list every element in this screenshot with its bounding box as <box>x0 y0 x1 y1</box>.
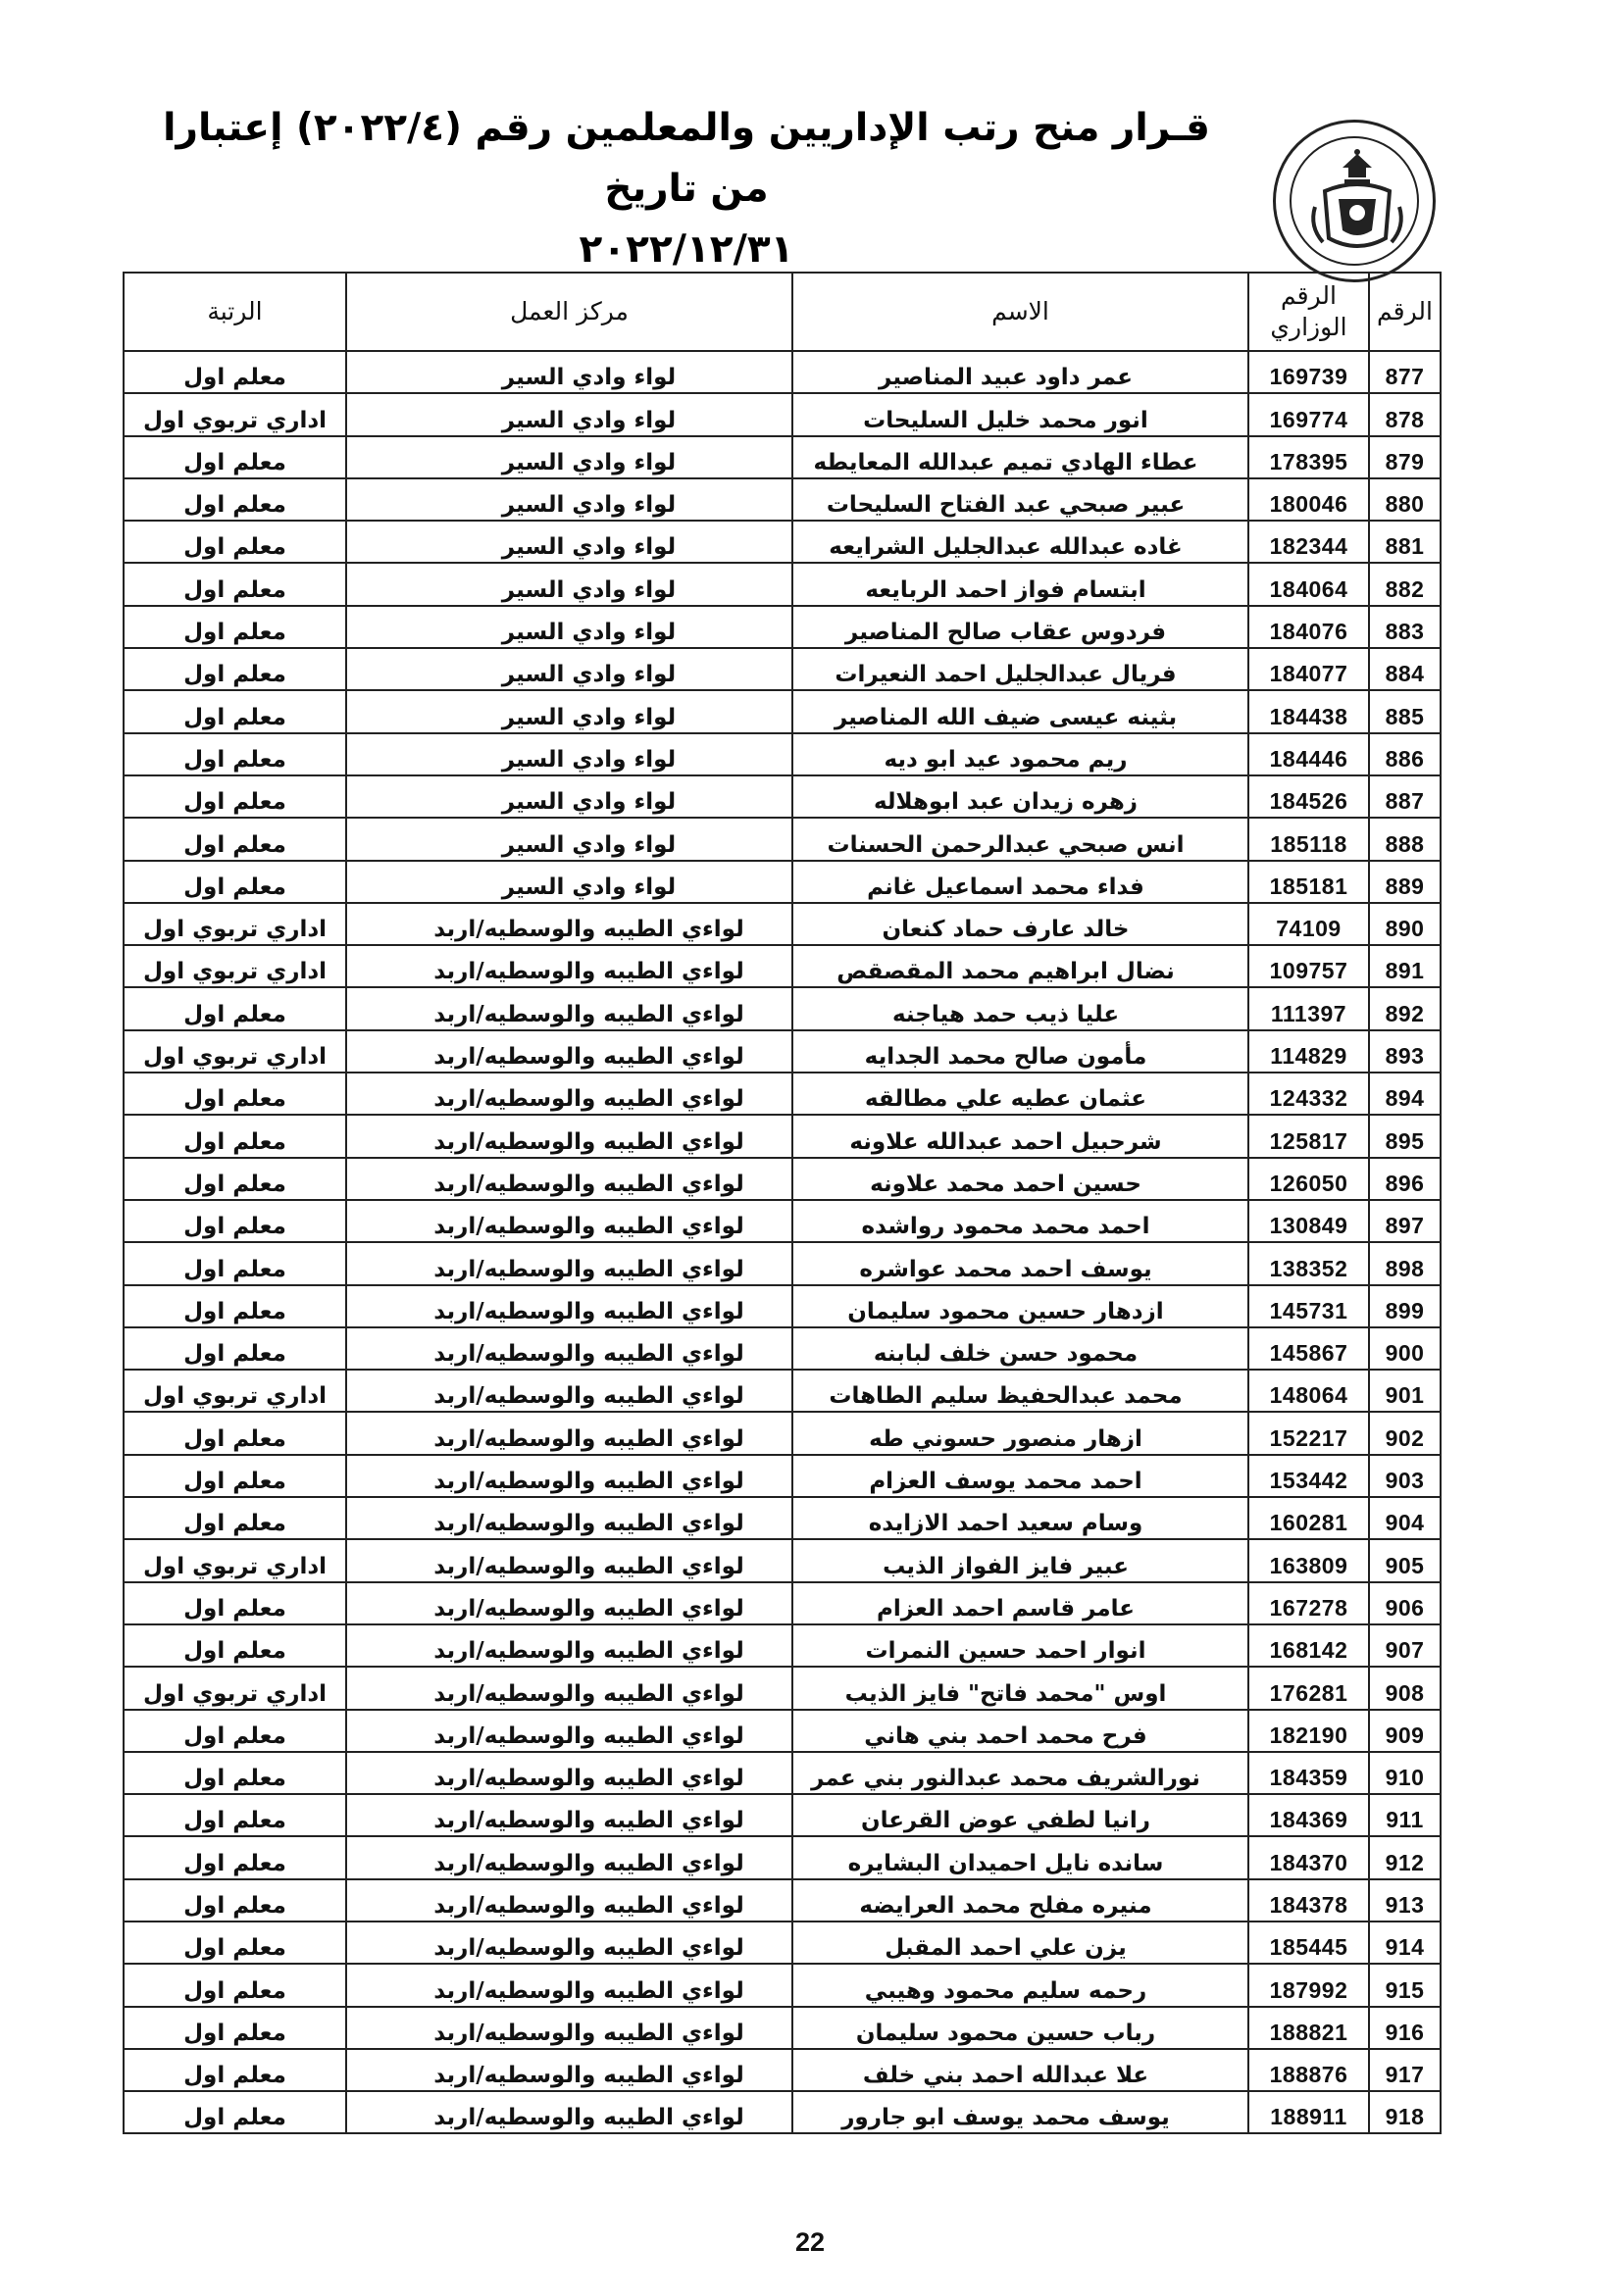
cell-rank: معلم اول <box>124 861 346 903</box>
cell-rank: اداري تربوي اول <box>124 1030 346 1073</box>
cell-work-center: لواءي الطيبه والوسطيه/اربد <box>346 2049 792 2091</box>
cell-seq: 888 <box>1369 818 1441 860</box>
table-row <box>124 1200 1441 1242</box>
cell-name: سانده نايل احميدان البشايره <box>792 1836 1248 1878</box>
cell-ministry-id: 184370 <box>1248 1836 1369 1878</box>
cell-ministry-id: 188911 <box>1248 2091 1369 2133</box>
title-line-2: ٢٠٢٢/١٢/٣١ <box>579 227 794 272</box>
cell-work-center: لواءي الطيبه والوسطيه/اربد <box>346 1370 792 1412</box>
cell-work-center: لواءي الطيبه والوسطيه/اربد <box>346 1158 792 1200</box>
page-number: 22 <box>794 2227 826 2257</box>
cell-name: ازدهار حسين محمود سليمان <box>792 1285 1248 1327</box>
cell-seq: 913 <box>1369 1879 1441 1922</box>
cell-work-center: لواء وادي السير <box>346 775 792 818</box>
table-row <box>124 1327 1441 1370</box>
table-row <box>124 1582 1441 1624</box>
cell-rank: معلم اول <box>124 1073 346 1115</box>
cell-rank: معلم اول <box>124 563 346 605</box>
table-row <box>124 818 1441 860</box>
cell-rank: معلم اول <box>124 1242 346 1284</box>
cell-ministry-id: 167278 <box>1248 1582 1369 1624</box>
cell-ministry-id: 185118 <box>1248 818 1369 860</box>
cell-name: عطاء الهادي تميم عبدالله المعايطه <box>792 436 1248 478</box>
table-row <box>124 1412 1441 1454</box>
cell-name: فرح محمد احمد بني هاني <box>792 1710 1248 1752</box>
cell-name: يزن علي احمد المقبل <box>792 1922 1248 1964</box>
cell-name: محمد عبدالحفيظ سليم الطاهات <box>792 1370 1248 1412</box>
cell-seq: 907 <box>1369 1624 1441 1667</box>
cell-work-center: لواءي الطيبه والوسطيه/اربد <box>346 1624 792 1667</box>
cell-work-center: لواء وادي السير <box>346 393 792 435</box>
cell-seq: 905 <box>1369 1539 1441 1581</box>
cell-seq: 912 <box>1369 1836 1441 1878</box>
cell-work-center: لواء وادي السير <box>346 690 792 732</box>
table-row <box>124 2007 1441 2049</box>
cell-work-center: لواء وادي السير <box>346 478 792 521</box>
cell-work-center: لواء وادي السير <box>346 606 792 648</box>
cell-work-center: لواءي الطيبه والوسطيه/اربد <box>346 1964 792 2006</box>
cell-work-center: لواءي الطيبه والوسطيه/اربد <box>346 2091 792 2133</box>
cell-work-center: لواءي الطيبه والوسطيه/اربد <box>346 945 792 987</box>
cell-seq: 880 <box>1369 478 1441 521</box>
cell-rank: معلم اول <box>124 1497 346 1539</box>
cell-rank: معلم اول <box>124 1794 346 1836</box>
cell-seq: 889 <box>1369 861 1441 903</box>
cell-ministry-id: 184077 <box>1248 648 1369 690</box>
table-row <box>124 1455 1441 1497</box>
table-row <box>124 1710 1441 1752</box>
cell-seq: 895 <box>1369 1115 1441 1157</box>
cell-name: حسين احمد محمد علاونه <box>792 1158 1248 1200</box>
cell-rank: اداري تربوي اول <box>124 393 346 435</box>
cell-work-center: لواء وادي السير <box>346 436 792 478</box>
cell-work-center: لواءي الطيبه والوسطيه/اربد <box>346 1200 792 1242</box>
cell-ministry-id: 187992 <box>1248 1964 1369 2006</box>
cell-name: انور محمد خليل السليحات <box>792 393 1248 435</box>
cell-seq: 906 <box>1369 1582 1441 1624</box>
table-row <box>124 987 1441 1029</box>
cell-name: زهره زيدان عبد ابوهلاله <box>792 775 1248 818</box>
cell-seq: 897 <box>1369 1200 1441 1242</box>
title-line-1: قـرار منح رتب الإداريين والمعلمين رقم (٢٠٢٢/٤) إعتبارا من تاريخ <box>163 106 1210 211</box>
cell-ministry-id: 185181 <box>1248 861 1369 903</box>
cell-name: عثمان عطيه علي مطالقه <box>792 1073 1248 1115</box>
cell-seq: 898 <box>1369 1242 1441 1284</box>
cell-rank: معلم اول <box>124 2007 346 2049</box>
cell-seq: 909 <box>1369 1710 1441 1752</box>
cell-rank: معلم اول <box>124 648 346 690</box>
cell-name: انس صبحي عبدالرحمن الحسنات <box>792 818 1248 860</box>
cell-seq: 886 <box>1369 733 1441 775</box>
cell-rank: معلم اول <box>124 1455 346 1497</box>
cell-work-center: لواءي الطيبه والوسطيه/اربد <box>346 1497 792 1539</box>
cell-work-center: لواءي الطيبه والوسطيه/اربد <box>346 2007 792 2049</box>
cell-ministry-id: 160281 <box>1248 1497 1369 1539</box>
cell-rank: اداري تربوي اول <box>124 1370 346 1412</box>
cell-ministry-id: 188876 <box>1248 2049 1369 2091</box>
cell-rank: معلم اول <box>124 478 346 521</box>
cell-rank: معلم اول <box>124 775 346 818</box>
cell-ministry-id: 153442 <box>1248 1455 1369 1497</box>
table-row <box>124 733 1441 775</box>
cell-name: اوس "محمد فاتح" فايز الذيب <box>792 1667 1248 1709</box>
cell-ministry-id: 184076 <box>1248 606 1369 648</box>
cell-seq: 885 <box>1369 690 1441 732</box>
cell-name: يوسف محمد يوسف ابو جارور <box>792 2091 1248 2133</box>
cell-rank: معلم اول <box>124 1752 346 1794</box>
table-row <box>124 1879 1441 1922</box>
cell-ministry-id: 163809 <box>1248 1539 1369 1581</box>
cell-work-center: لواءي الطيبه والوسطيه/اربد <box>346 1030 792 1073</box>
cell-name: ابتسام فواز احمد الربايعه <box>792 563 1248 605</box>
cell-seq: 901 <box>1369 1370 1441 1412</box>
cell-ministry-id: 184446 <box>1248 733 1369 775</box>
cell-ministry-id: 125817 <box>1248 1115 1369 1157</box>
cell-rank: معلم اول <box>124 818 346 860</box>
cell-name: احمد محمد محمود رواشده <box>792 1200 1248 1242</box>
crown-emblem-icon <box>1305 148 1409 260</box>
cell-ministry-id: 182344 <box>1248 521 1369 563</box>
cell-rank: معلم اول <box>124 1836 346 1878</box>
table-row <box>124 393 1441 435</box>
cell-work-center: لواءي الطيبه والوسطيه/اربد <box>346 1582 792 1624</box>
cell-rank: معلم اول <box>124 1158 346 1200</box>
header-seq: الرقم <box>1369 273 1441 351</box>
cell-seq: 896 <box>1369 1158 1441 1200</box>
cell-work-center: لواء وادي السير <box>346 818 792 860</box>
cell-work-center: لواءي الطيبه والوسطيه/اربد <box>346 1115 792 1157</box>
cell-name: يوسف احمد محمد عواشره <box>792 1242 1248 1284</box>
cell-ministry-id: 176281 <box>1248 1667 1369 1709</box>
cell-rank: معلم اول <box>124 1200 346 1242</box>
cell-seq: 902 <box>1369 1412 1441 1454</box>
cell-name: خالد عارف حماد كنعان <box>792 903 1248 945</box>
cell-rank: معلم اول <box>124 1879 346 1922</box>
cell-seq: 877 <box>1369 351 1441 393</box>
cell-work-center: لواءي الطيبه والوسطيه/اربد <box>346 1539 792 1581</box>
cell-name: نورالشريف محمد عبدالنور بني عمر <box>792 1752 1248 1794</box>
cell-name: فداء محمد اسماعيل غانم <box>792 861 1248 903</box>
cell-seq: 918 <box>1369 2091 1441 2133</box>
cell-work-center: لواءي الطيبه والوسطيه/اربد <box>346 1879 792 1922</box>
cell-rank: معلم اول <box>124 1327 346 1370</box>
cell-rank: معلم اول <box>124 1582 346 1624</box>
cell-name: احمد محمد يوسف العزام <box>792 1455 1248 1497</box>
cell-seq: 891 <box>1369 945 1441 987</box>
cell-seq: 910 <box>1369 1752 1441 1794</box>
cell-rank: معلم اول <box>124 1922 346 1964</box>
cell-work-center: لواءي الطيبه والوسطيه/اربد <box>346 1242 792 1284</box>
table-row <box>124 775 1441 818</box>
cell-seq: 893 <box>1369 1030 1441 1073</box>
cell-ministry-id: 188821 <box>1248 2007 1369 2049</box>
cell-seq: 892 <box>1369 987 1441 1029</box>
table-row <box>124 1497 1441 1539</box>
cell-name: عامر قاسم احمد العزام <box>792 1582 1248 1624</box>
table-row <box>124 1667 1441 1709</box>
table-row <box>124 563 1441 605</box>
cell-seq: 916 <box>1369 2007 1441 2049</box>
cell-name: علا عبدالله احمد بني خلف <box>792 2049 1248 2091</box>
cell-rank: معلم اول <box>124 2091 346 2133</box>
cell-work-center: لواء وادي السير <box>346 521 792 563</box>
cell-seq: 908 <box>1369 1667 1441 1709</box>
cell-work-center: لواءي الطيبه والوسطيه/اربد <box>346 987 792 1029</box>
cell-name: غاده عبدالله عبدالجليل الشرايعه <box>792 521 1248 563</box>
cell-name: مأمون صالح محمد الجدايه <box>792 1030 1248 1073</box>
cell-work-center: لواءي الطيبه والوسطيه/اربد <box>346 1794 792 1836</box>
cell-rank: معلم اول <box>124 1964 346 2006</box>
table-row <box>124 1073 1441 1115</box>
cell-seq: 903 <box>1369 1455 1441 1497</box>
table-row <box>124 521 1441 563</box>
header-name: الاسم <box>792 273 1248 351</box>
table-row <box>124 2091 1441 2133</box>
cell-ministry-id: 111397 <box>1248 987 1369 1029</box>
cell-rank: معلم اول <box>124 733 346 775</box>
table-row <box>124 945 1441 987</box>
cell-ministry-id: 169739 <box>1248 351 1369 393</box>
cell-ministry-id: 130849 <box>1248 1200 1369 1242</box>
cell-seq: 879 <box>1369 436 1441 478</box>
cell-ministry-id: 145867 <box>1248 1327 1369 1370</box>
table-row <box>124 1836 1441 1878</box>
cell-name: عبير فايز الفواز الذيب <box>792 1539 1248 1581</box>
cell-name: ريم محمود عيد ابو ديه <box>792 733 1248 775</box>
cell-work-center: لواءي الطيبه والوسطيه/اربد <box>346 1752 792 1794</box>
cell-seq: 915 <box>1369 1964 1441 2006</box>
cell-seq: 899 <box>1369 1285 1441 1327</box>
table-row <box>124 1242 1441 1284</box>
table-row <box>124 1964 1441 2006</box>
cell-name: نضال ابراهيم محمد المقصقص <box>792 945 1248 987</box>
ministry-seal-icon <box>1273 120 1436 282</box>
header-ministry-id: الرقم الوزاري <box>1248 273 1369 351</box>
cell-ministry-id: 184526 <box>1248 775 1369 818</box>
table-row <box>124 1794 1441 1836</box>
cell-name: ازهار منصور حسوني طه <box>792 1412 1248 1454</box>
cell-rank: معلم اول <box>124 606 346 648</box>
cell-work-center: لواء وادي السير <box>346 733 792 775</box>
header-rank: الرتبة <box>124 273 346 351</box>
cell-ministry-id: 184438 <box>1248 690 1369 732</box>
cell-rank: معلم اول <box>124 1115 346 1157</box>
cell-work-center: لواء وادي السير <box>346 861 792 903</box>
table-row <box>124 1752 1441 1794</box>
cell-ministry-id: 184378 <box>1248 1879 1369 1922</box>
cell-work-center: لواءي الطيبه والوسطيه/اربد <box>346 903 792 945</box>
cell-work-center: لواء وادي السير <box>346 351 792 393</box>
cell-name: منيره مفلح محمد العرايضه <box>792 1879 1248 1922</box>
table-row <box>124 351 1441 393</box>
cell-rank: اداري تربوي اول <box>124 945 346 987</box>
cell-rank: معلم اول <box>124 521 346 563</box>
cell-ministry-id: 180046 <box>1248 478 1369 521</box>
table-row <box>124 903 1441 945</box>
table-body <box>124 351 1441 2133</box>
cell-rank: اداري تربوي اول <box>124 903 346 945</box>
cell-rank: معلم اول <box>124 1710 346 1752</box>
cell-rank: معلم اول <box>124 2049 346 2091</box>
cell-ministry-id: 148064 <box>1248 1370 1369 1412</box>
cell-ministry-id: 184369 <box>1248 1794 1369 1836</box>
cell-work-center: لواء وادي السير <box>346 648 792 690</box>
cell-ministry-id: 126050 <box>1248 1158 1369 1200</box>
table-row <box>124 1624 1441 1667</box>
cell-seq: 884 <box>1369 648 1441 690</box>
cell-seq: 882 <box>1369 563 1441 605</box>
table-row <box>124 1115 1441 1157</box>
table-row <box>124 606 1441 648</box>
cell-seq: 917 <box>1369 2049 1441 2091</box>
cell-seq: 911 <box>1369 1794 1441 1836</box>
table-row <box>124 648 1441 690</box>
cell-ministry-id: 74109 <box>1248 903 1369 945</box>
table-row <box>124 1158 1441 1200</box>
cell-rank: معلم اول <box>124 987 346 1029</box>
cell-seq: 881 <box>1369 521 1441 563</box>
cell-ministry-id: 124332 <box>1248 1073 1369 1115</box>
cell-seq: 890 <box>1369 903 1441 945</box>
cell-rank: معلم اول <box>124 1285 346 1327</box>
table-row <box>124 2049 1441 2091</box>
cell-seq: 904 <box>1369 1497 1441 1539</box>
cell-ministry-id: 182190 <box>1248 1710 1369 1752</box>
cell-rank: معلم اول <box>124 690 346 732</box>
cell-name: رحمه سليم محمود وهيبي <box>792 1964 1248 2006</box>
cell-work-center: لواءي الطيبه والوسطيه/اربد <box>346 1073 792 1115</box>
cell-name: وسام سعيد احمد الازايده <box>792 1497 1248 1539</box>
table-row <box>124 1922 1441 1964</box>
table-row <box>124 861 1441 903</box>
cell-name: بثينه عيسى ضيف الله المناصير <box>792 690 1248 732</box>
cell-work-center: لواءي الطيبه والوسطيه/اربد <box>346 1667 792 1709</box>
document-title <box>137 98 1236 280</box>
table-row <box>124 436 1441 478</box>
cell-ministry-id: 114829 <box>1248 1030 1369 1073</box>
cell-work-center: لواءي الطيبه والوسطيه/اربد <box>346 1455 792 1497</box>
cell-ministry-id: 138352 <box>1248 1242 1369 1284</box>
cell-rank: معلم اول <box>124 1412 346 1454</box>
cell-ministry-id: 109757 <box>1248 945 1369 987</box>
cell-seq: 878 <box>1369 393 1441 435</box>
cell-name: شرحبيل احمد عبدالله علاونه <box>792 1115 1248 1157</box>
cell-seq: 894 <box>1369 1073 1441 1115</box>
table-row <box>124 690 1441 732</box>
cell-name: انوار احمد حسين النمرات <box>792 1624 1248 1667</box>
cell-ministry-id: 169774 <box>1248 393 1369 435</box>
cell-ministry-id: 168142 <box>1248 1624 1369 1667</box>
table-row <box>124 1539 1441 1581</box>
cell-work-center: لواءي الطيبه والوسطيه/اربد <box>346 1836 792 1878</box>
cell-name: رباب حسين محمود سليمان <box>792 2007 1248 2049</box>
table-row <box>124 1030 1441 1073</box>
cell-ministry-id: 185445 <box>1248 1922 1369 1964</box>
table-header-row <box>124 273 1441 351</box>
cell-ministry-id: 184359 <box>1248 1752 1369 1794</box>
cell-name: رانيا لطفي عوض القرعان <box>792 1794 1248 1836</box>
cell-work-center: لواءي الطيبه والوسطيه/اربد <box>346 1285 792 1327</box>
cell-rank: معلم اول <box>124 436 346 478</box>
cell-rank: معلم اول <box>124 351 346 393</box>
cell-seq: 887 <box>1369 775 1441 818</box>
cell-seq: 883 <box>1369 606 1441 648</box>
header-work-center: مركز العمل <box>346 273 792 351</box>
cell-rank: معلم اول <box>124 1624 346 1667</box>
cell-name: فريال عبدالجليل احمد النعيرات <box>792 648 1248 690</box>
cell-work-center: لواءي الطيبه والوسطيه/اربد <box>346 1922 792 1964</box>
cell-ministry-id: 152217 <box>1248 1412 1369 1454</box>
promotions-table <box>123 272 1442 2134</box>
cell-seq: 914 <box>1369 1922 1441 1964</box>
cell-rank: اداري تربوي اول <box>124 1667 346 1709</box>
cell-ministry-id: 145731 <box>1248 1285 1369 1327</box>
table-row <box>124 1370 1441 1412</box>
table-row <box>124 478 1441 521</box>
cell-work-center: لواءي الطيبه والوسطيه/اربد <box>346 1710 792 1752</box>
cell-rank: اداري تربوي اول <box>124 1539 346 1581</box>
cell-name: عليا ذيب حمد هياجنه <box>792 987 1248 1029</box>
cell-ministry-id: 184064 <box>1248 563 1369 605</box>
cell-name: عبير صبحي عبد الفتاح السليحات <box>792 478 1248 521</box>
table-row <box>124 1285 1441 1327</box>
cell-name: محمود حسن خلف لبابنه <box>792 1327 1248 1370</box>
cell-work-center: لواء وادي السير <box>346 563 792 605</box>
cell-name: فردوس عقاب صالح المناصير <box>792 606 1248 648</box>
cell-work-center: لواءي الطيبه والوسطيه/اربد <box>346 1327 792 1370</box>
cell-seq: 900 <box>1369 1327 1441 1370</box>
cell-work-center: لواءي الطيبه والوسطيه/اربد <box>346 1412 792 1454</box>
cell-name: عمر داود عبيد المناصير <box>792 351 1248 393</box>
cell-ministry-id: 178395 <box>1248 436 1369 478</box>
